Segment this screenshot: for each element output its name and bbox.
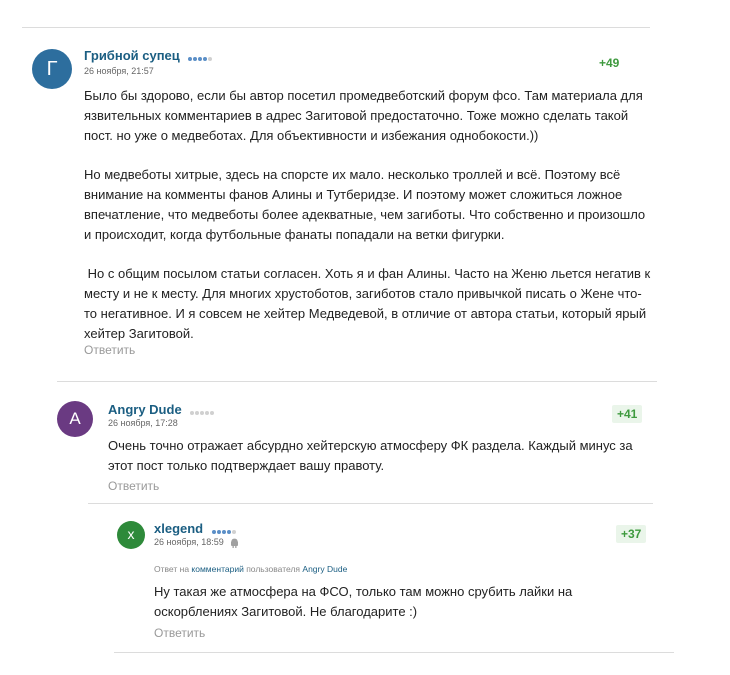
- rating-dots: [212, 522, 237, 537]
- rating-dot: [212, 530, 216, 534]
- reply-button[interactable]: Ответить: [84, 343, 136, 357]
- comment-paragraph: Но с общим посылом статьи согласен. Хоть я и фан Алины. Часто на Женю льется негатив к месту и не к месту. Для многих хрустоботов, загиботов стало привычкой писать о Жене что-то негативное. И я совсем не хейтер Медведевой, в отличие от автора статьи, который ярый хейтер Загитовой.: [84, 266, 654, 341]
- author-name-text[interactable]: Грибной супец: [84, 48, 180, 63]
- comment-paragraph: Очень точно отражает абсурдно хейтерскую атмосферу ФК раздела. Каждый минус за этот пост только подтверждает вашу правоту.: [108, 438, 633, 473]
- avatar[interactable]: x: [117, 521, 145, 549]
- comment-score[interactable]: +37: [616, 525, 646, 543]
- comment-date-text: 26 ноября, 18:59: [154, 537, 224, 547]
- comment-paragraph: Но медвеботы хитрые, здесь на спорсте их мало. несколько троллей и всё. Поэтому всё внимание на комменты фанов Алины и Тутберидзе. И поэтому может сложиться ложное впечатление, что медвеботы более адекватные, чем загиботы. Что собственно и произошло и происходит, когда футбольные фанаты попадали на ветки фигурки.: [84, 167, 646, 242]
- comment-paragraph: Ну такая же атмосфера на ФСО, только там можно срубить лайки на оскорблениях Загитовой. Не благодарите :): [154, 584, 573, 619]
- comment-date: 26 ноября, 21:57: [84, 66, 154, 76]
- reply-note-mid: пользователя: [246, 564, 301, 574]
- reply-button[interactable]: Ответить: [154, 626, 206, 640]
- reply-note-comment-link[interactable]: комментарий: [191, 564, 244, 574]
- reply-button[interactable]: Ответить: [108, 479, 160, 493]
- avatar[interactable]: Г: [32, 49, 72, 89]
- avatar[interactable]: A: [57, 401, 93, 437]
- bottom-divider: [114, 652, 674, 653]
- reply-note-user-link[interactable]: Angry Dude: [302, 564, 348, 574]
- comment-paragraph: Было бы здорово, если бы автор посетил промедвеботский форум фсо. Там материала для язвительных комментариев в адрес Загитовой предостаточно. Тоже можно сделать такой пост. но уже о медвеботах. Для объективности и избежания однобокости.)): [84, 88, 643, 143]
- rating-dot: [227, 530, 231, 534]
- author-name[interactable]: [154, 521, 237, 537]
- comment-body: [154, 582, 654, 622]
- rating-dot: [217, 530, 221, 534]
- rating-dot: [232, 530, 236, 534]
- rating-dot: [222, 530, 226, 534]
- comment-score[interactable]: +41: [612, 405, 642, 423]
- comment-score[interactable]: +49: [599, 56, 620, 70]
- comment-date: [154, 537, 239, 548]
- reply-note-prefix: Ответ на: [154, 564, 190, 574]
- android-icon: [230, 538, 239, 548]
- author-name-text[interactable]: xlegend: [154, 521, 204, 536]
- comment-date: 26 ноября, 17:28: [108, 418, 178, 428]
- reply-to-note: [154, 564, 347, 574]
- author-name-text[interactable]: Angry Dude: [108, 402, 182, 417]
